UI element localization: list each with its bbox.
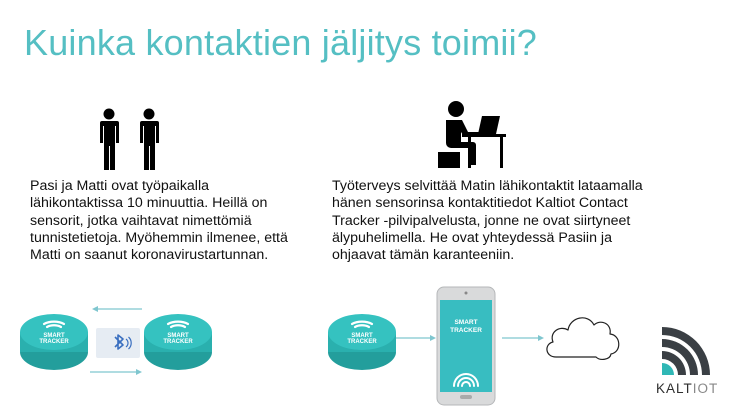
logo-text-kalt: KALT bbox=[656, 381, 693, 396]
arrow-phone-to-cloud bbox=[502, 333, 544, 343]
person-at-laptop-icon bbox=[434, 100, 508, 170]
smart-tracker-device-right bbox=[326, 310, 398, 372]
logo-wordmark bbox=[656, 381, 718, 396]
right-paragraph-line: ohjaavat tämän karanteeniin. bbox=[332, 247, 515, 264]
bluetooth-box bbox=[96, 328, 140, 358]
right-paragraph-line: Työterveys selvittää Matin lähikontaktit lataamalla bbox=[332, 178, 643, 194]
two-people-icon bbox=[96, 108, 164, 172]
left-paragraph-line: Matti on saanut koronavirustartunnan. bbox=[30, 247, 269, 264]
tracker-label-tracker: TRACKER bbox=[39, 339, 69, 345]
left-paragraph bbox=[30, 178, 288, 264]
bluetooth-icon bbox=[96, 328, 140, 358]
left-paragraph-line: sensorit, jotka vaihtavat nimettömiä bbox=[30, 212, 252, 229]
arrow-right-to-left bbox=[92, 304, 144, 314]
tracker-label-smart: SMART bbox=[351, 333, 373, 339]
logo-text-iot: IOT bbox=[692, 381, 719, 396]
tracker-label-smart: SMART bbox=[167, 333, 189, 339]
right-paragraph-line: Tracker -pilvipalvelusta, jonne ne ovat siirtyneet bbox=[332, 212, 631, 229]
signal-waves-logo-icon bbox=[656, 323, 718, 381]
smart-tracker-device-left bbox=[18, 310, 90, 372]
phone-label-tracker: TRACKER bbox=[450, 327, 482, 334]
slide-title: Kuinka kontaktien jäljitys toimii? bbox=[24, 22, 538, 63]
cloud-icon bbox=[542, 307, 624, 365]
phone-label-smart: SMART bbox=[454, 319, 478, 326]
kaltiot-logo bbox=[656, 323, 718, 403]
left-paragraph-line: lähikontaktissa 10 minuuttia. Heillä on bbox=[30, 195, 268, 212]
right-paragraph-line: älypuhelimella. He ovat yhteydessä Pasiin ja bbox=[332, 229, 612, 246]
right-paragraph bbox=[332, 178, 643, 264]
phone-icon bbox=[436, 286, 496, 406]
left-paragraph-line: tunnistetietoja. Myöhemmin ilmenee, että bbox=[30, 229, 288, 246]
arrow-tracker-to-phone bbox=[396, 333, 436, 343]
left-paragraph-line: Pasi ja Matti ovat työpaikalla bbox=[30, 178, 210, 194]
tracker-label-tracker: TRACKER bbox=[163, 339, 193, 345]
right-paragraph-line: hänen sensorinsa kontaktitiedot Kaltiot Contact bbox=[332, 195, 628, 212]
tracker-label-smart: SMART bbox=[43, 333, 65, 339]
tracker-label-tracker: TRACKER bbox=[347, 339, 377, 345]
smart-tracker-device-middle bbox=[142, 310, 214, 372]
arrow-left-to-right bbox=[88, 367, 142, 377]
